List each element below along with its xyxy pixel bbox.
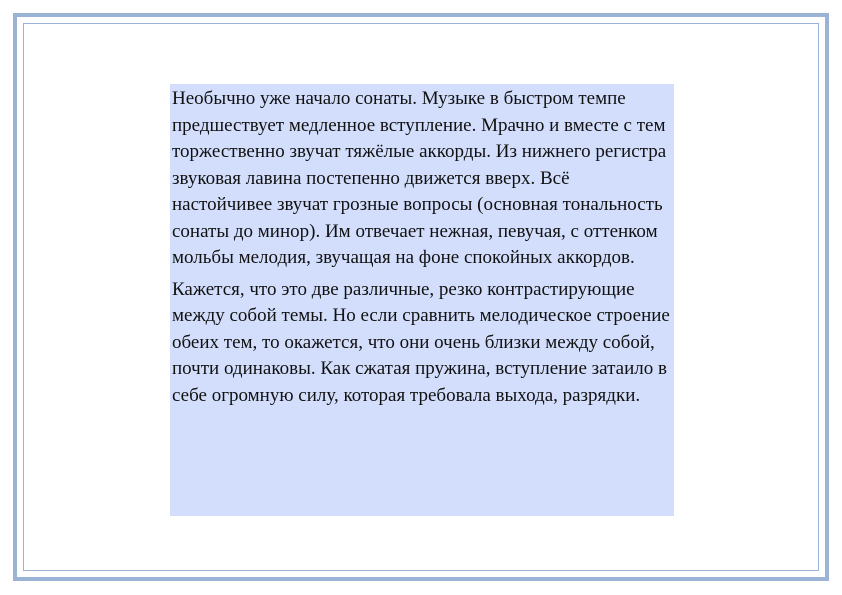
text-box xyxy=(170,84,674,516)
paragraph-1: Необычно уже начало сонаты. Музыке в быстром темпе предшествует медленное вступление. Мрачно и вместе с тем торжественно звучат тяжёлые аккорды. Из нижнего регистра звуковая лавина постепенно движется вверх. Всё настойчивее звучат грозные вопросы (основная тональность сонаты до минор). Им отвечает нежная, певучая, с оттенком мольбы мелодия, звучащая на фоне спокойных аккордов. xyxy=(172,88,667,268)
paragraph-2: Кажется, что это две различные, резко контрастирующие между собой темы. Но если сравнить мелодическое строение обеих тем, то окажется, что они очень близки между собой, почти одинаковы. Как сжатая пружина, вступление затаило в себе огромную силу, которая требовала выхода, разрядки. xyxy=(172,278,670,406)
